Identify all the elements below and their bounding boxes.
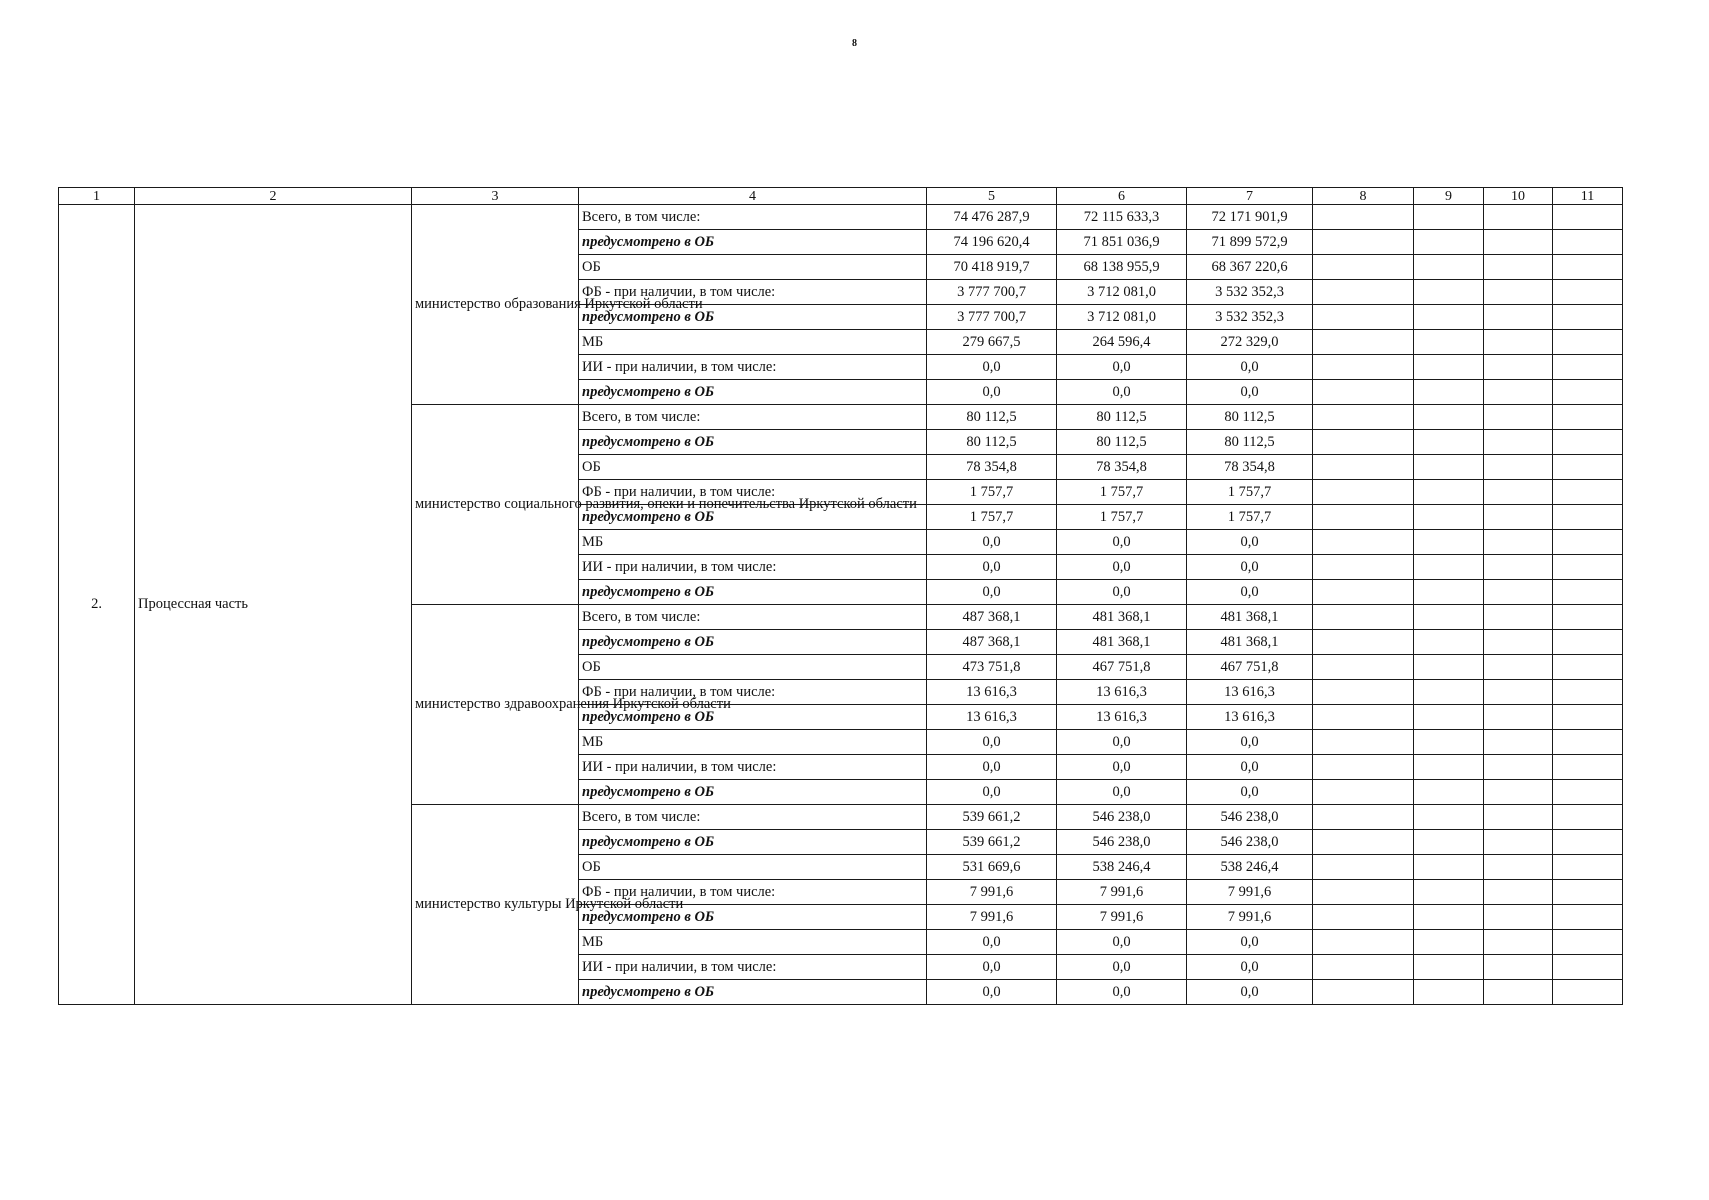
empty-cell (1553, 880, 1623, 905)
empty-cell (1313, 355, 1414, 380)
row-label: ФБ - при наличии, в том числе: (579, 680, 927, 705)
item-number: 2. (59, 205, 135, 1005)
value-cell: 0,0 (1187, 380, 1313, 405)
empty-cell (1414, 455, 1484, 480)
empty-cell (1553, 855, 1623, 880)
empty-cell (1484, 230, 1553, 255)
value-cell: 72 115 633,3 (1057, 205, 1187, 230)
row-label: предусмотрено в ОБ (579, 905, 927, 930)
column-header: 2 (135, 188, 412, 205)
empty-cell (1553, 555, 1623, 580)
empty-cell (1484, 655, 1553, 680)
empty-cell (1313, 330, 1414, 355)
empty-cell (1484, 955, 1553, 980)
value-cell: 0,0 (1187, 530, 1313, 555)
value-cell: 0,0 (927, 955, 1057, 980)
value-cell: 68 138 955,9 (1057, 255, 1187, 280)
row-label: МБ (579, 530, 927, 555)
table-row (59, 205, 1623, 230)
budget-table (58, 187, 1623, 1005)
row-label: МБ (579, 330, 927, 355)
value-cell: 3 777 700,7 (927, 280, 1057, 305)
empty-cell (1484, 930, 1553, 955)
value-cell: 539 661,2 (927, 805, 1057, 830)
empty-cell (1313, 955, 1414, 980)
value-cell: 546 238,0 (1057, 830, 1187, 855)
empty-cell (1414, 380, 1484, 405)
empty-cell (1313, 805, 1414, 830)
value-cell: 0,0 (927, 580, 1057, 605)
empty-cell (1313, 255, 1414, 280)
empty-cell (1313, 205, 1414, 230)
value-cell: 72 171 901,9 (1187, 205, 1313, 230)
value-cell: 0,0 (1057, 730, 1187, 755)
empty-cell (1313, 855, 1414, 880)
value-cell: 538 246,4 (1057, 855, 1187, 880)
column-header: 6 (1057, 188, 1187, 205)
row-label: ОБ (579, 255, 927, 280)
value-cell: 3 532 352,3 (1187, 305, 1313, 330)
value-cell: 13 616,3 (927, 680, 1057, 705)
empty-cell (1414, 780, 1484, 805)
empty-cell (1414, 430, 1484, 455)
empty-cell (1484, 405, 1553, 430)
value-cell: 0,0 (927, 755, 1057, 780)
empty-cell (1484, 505, 1553, 530)
empty-cell (1313, 630, 1414, 655)
value-cell: 0,0 (1057, 580, 1187, 605)
empty-cell (1414, 280, 1484, 305)
empty-cell (1484, 355, 1553, 380)
value-cell: 473 751,8 (927, 655, 1057, 680)
column-header: 11 (1553, 188, 1623, 205)
empty-cell (1553, 480, 1623, 505)
empty-cell (1414, 630, 1484, 655)
page-number: 8 (852, 38, 857, 49)
value-cell: 0,0 (1187, 980, 1313, 1005)
empty-cell (1414, 530, 1484, 555)
empty-cell (1313, 280, 1414, 305)
value-cell: 7 991,6 (1187, 905, 1313, 930)
item-name: Процессная часть (135, 205, 412, 1005)
empty-cell (1313, 380, 1414, 405)
empty-cell (1484, 705, 1553, 730)
empty-cell (1313, 730, 1414, 755)
value-cell: 7 991,6 (1187, 880, 1313, 905)
empty-cell (1553, 205, 1623, 230)
empty-cell (1484, 855, 1553, 880)
value-cell: 467 751,8 (1187, 655, 1313, 680)
row-label: Всего, в том числе: (579, 205, 927, 230)
row-label: ФБ - при наличии, в том числе: (579, 480, 927, 505)
empty-cell (1313, 230, 1414, 255)
row-label: ФБ - при наличии, в том числе: (579, 880, 927, 905)
value-cell: 0,0 (1187, 730, 1313, 755)
value-cell: 0,0 (1057, 955, 1187, 980)
empty-cell (1313, 705, 1414, 730)
empty-cell (1313, 905, 1414, 930)
value-cell: 74 476 287,9 (927, 205, 1057, 230)
empty-cell (1414, 730, 1484, 755)
column-header: 9 (1414, 188, 1484, 205)
column-header: 1 (59, 188, 135, 205)
value-cell: 1 757,7 (1187, 480, 1313, 505)
row-label: предусмотрено в ОБ (579, 705, 927, 730)
empty-cell (1553, 905, 1623, 930)
empty-cell (1484, 330, 1553, 355)
empty-cell (1313, 555, 1414, 580)
value-cell: 1 757,7 (1057, 505, 1187, 530)
empty-cell (1414, 505, 1484, 530)
empty-cell (1484, 430, 1553, 455)
value-cell: 13 616,3 (1187, 680, 1313, 705)
row-label: предусмотрено в ОБ (579, 380, 927, 405)
empty-cell (1553, 305, 1623, 330)
empty-cell (1484, 605, 1553, 630)
value-cell: 3 712 081,0 (1057, 305, 1187, 330)
value-cell: 487 368,1 (927, 605, 1057, 630)
empty-cell (1313, 480, 1414, 505)
empty-cell (1484, 255, 1553, 280)
value-cell: 13 616,3 (1057, 680, 1187, 705)
empty-cell (1313, 430, 1414, 455)
value-cell: 0,0 (1057, 755, 1187, 780)
value-cell: 546 238,0 (1187, 830, 1313, 855)
empty-cell (1553, 730, 1623, 755)
value-cell: 0,0 (1057, 930, 1187, 955)
empty-cell (1553, 255, 1623, 280)
empty-cell (1553, 280, 1623, 305)
value-cell: 78 354,8 (1187, 455, 1313, 480)
value-cell: 481 368,1 (1057, 605, 1187, 630)
row-label: предусмотрено в ОБ (579, 980, 927, 1005)
value-cell: 3 532 352,3 (1187, 280, 1313, 305)
value-cell: 1 757,7 (1057, 480, 1187, 505)
value-cell: 7 991,6 (1057, 905, 1187, 930)
value-cell: 279 667,5 (927, 330, 1057, 355)
value-cell: 0,0 (1057, 980, 1187, 1005)
empty-cell (1414, 305, 1484, 330)
row-label: Всего, в том числе: (579, 605, 927, 630)
column-header: 3 (412, 188, 579, 205)
empty-cell (1553, 930, 1623, 955)
empty-cell (1484, 455, 1553, 480)
empty-cell (1484, 905, 1553, 930)
value-cell: 546 238,0 (1187, 805, 1313, 830)
value-cell: 0,0 (1057, 380, 1187, 405)
empty-cell (1553, 580, 1623, 605)
empty-cell (1313, 880, 1414, 905)
value-cell: 0,0 (1187, 755, 1313, 780)
empty-cell (1553, 405, 1623, 430)
row-label: предусмотрено в ОБ (579, 430, 927, 455)
empty-cell (1553, 505, 1623, 530)
value-cell: 80 112,5 (1187, 405, 1313, 430)
row-label: ИИ - при наличии, в том числе: (579, 755, 927, 780)
table-body (59, 188, 1623, 1005)
empty-cell (1553, 980, 1623, 1005)
value-cell: 7 991,6 (927, 880, 1057, 905)
value-cell: 546 238,0 (1057, 805, 1187, 830)
empty-cell (1553, 630, 1623, 655)
row-label: предусмотрено в ОБ (579, 630, 927, 655)
empty-cell (1313, 305, 1414, 330)
organization-name: министерство культуры Иркутской области (412, 805, 579, 1005)
value-cell: 0,0 (927, 555, 1057, 580)
row-label: МБ (579, 730, 927, 755)
value-cell: 0,0 (927, 380, 1057, 405)
empty-cell (1414, 555, 1484, 580)
row-label: предусмотрено в ОБ (579, 305, 927, 330)
value-cell: 481 368,1 (1187, 605, 1313, 630)
value-cell: 0,0 (927, 730, 1057, 755)
value-cell: 80 112,5 (1057, 405, 1187, 430)
row-label: ИИ - при наличии, в том числе: (579, 955, 927, 980)
empty-cell (1484, 980, 1553, 1005)
empty-cell (1414, 830, 1484, 855)
empty-cell (1414, 655, 1484, 680)
empty-cell (1414, 855, 1484, 880)
empty-cell (1313, 605, 1414, 630)
empty-cell (1553, 655, 1623, 680)
empty-cell (1414, 880, 1484, 905)
value-cell: 0,0 (1057, 780, 1187, 805)
column-header: 8 (1313, 188, 1414, 205)
value-cell: 3 777 700,7 (927, 305, 1057, 330)
value-cell: 0,0 (1187, 580, 1313, 605)
value-cell: 74 196 620,4 (927, 230, 1057, 255)
value-cell: 0,0 (1187, 355, 1313, 380)
value-cell: 80 112,5 (1057, 430, 1187, 455)
row-label: предусмотрено в ОБ (579, 830, 927, 855)
empty-cell (1553, 230, 1623, 255)
value-cell: 538 246,4 (1187, 855, 1313, 880)
empty-cell (1313, 530, 1414, 555)
empty-cell (1414, 580, 1484, 605)
empty-cell (1484, 305, 1553, 330)
value-cell: 539 661,2 (927, 830, 1057, 855)
empty-cell (1553, 455, 1623, 480)
value-cell: 272 329,0 (1187, 330, 1313, 355)
empty-cell (1484, 780, 1553, 805)
empty-cell (1414, 230, 1484, 255)
row-label: ФБ - при наличии, в том числе: (579, 280, 927, 305)
empty-cell (1313, 755, 1414, 780)
value-cell: 71 899 572,9 (1187, 230, 1313, 255)
row-label: предусмотрено в ОБ (579, 580, 927, 605)
empty-cell (1553, 755, 1623, 780)
empty-cell (1553, 380, 1623, 405)
empty-cell (1414, 405, 1484, 430)
row-label: ОБ (579, 855, 927, 880)
empty-cell (1553, 355, 1623, 380)
organization-name: министерство здравоохранения Иркутской области (412, 605, 579, 805)
empty-cell (1484, 280, 1553, 305)
empty-cell (1414, 805, 1484, 830)
row-label: ОБ (579, 455, 927, 480)
empty-cell (1484, 730, 1553, 755)
empty-cell (1484, 755, 1553, 780)
empty-cell (1414, 705, 1484, 730)
row-label: ИИ - при наличии, в том числе: (579, 355, 927, 380)
empty-cell (1313, 505, 1414, 530)
value-cell: 481 368,1 (1057, 630, 1187, 655)
empty-cell (1553, 680, 1623, 705)
empty-cell (1313, 405, 1414, 430)
value-cell: 264 596,4 (1057, 330, 1187, 355)
empty-cell (1414, 480, 1484, 505)
value-cell: 7 991,6 (1057, 880, 1187, 905)
empty-cell (1484, 480, 1553, 505)
empty-cell (1414, 930, 1484, 955)
empty-cell (1313, 455, 1414, 480)
value-cell: 68 367 220,6 (1187, 255, 1313, 280)
value-cell: 1 757,7 (927, 505, 1057, 530)
empty-cell (1414, 355, 1484, 380)
row-label: ИИ - при наличии, в том числе: (579, 555, 927, 580)
row-label: Всего, в том числе: (579, 805, 927, 830)
value-cell: 1 757,7 (1187, 505, 1313, 530)
value-cell: 78 354,8 (1057, 455, 1187, 480)
value-cell: 1 757,7 (927, 480, 1057, 505)
empty-cell (1484, 580, 1553, 605)
value-cell: 0,0 (1187, 955, 1313, 980)
value-cell: 0,0 (1187, 555, 1313, 580)
row-label: предусмотрено в ОБ (579, 780, 927, 805)
empty-cell (1414, 205, 1484, 230)
row-label: МБ (579, 930, 927, 955)
empty-cell (1313, 780, 1414, 805)
empty-cell (1414, 605, 1484, 630)
value-cell: 0,0 (927, 780, 1057, 805)
value-cell: 70 418 919,7 (927, 255, 1057, 280)
value-cell: 0,0 (1057, 355, 1187, 380)
column-header: 7 (1187, 188, 1313, 205)
value-cell: 0,0 (927, 530, 1057, 555)
value-cell: 78 354,8 (927, 455, 1057, 480)
empty-cell (1414, 330, 1484, 355)
column-number-row (59, 188, 1623, 205)
value-cell: 0,0 (927, 980, 1057, 1005)
value-cell: 7 991,6 (927, 905, 1057, 930)
column-header: 4 (579, 188, 927, 205)
organization-name: министерство образования Иркутской области (412, 205, 579, 405)
empty-cell (1414, 905, 1484, 930)
empty-cell (1414, 680, 1484, 705)
empty-cell (1484, 805, 1553, 830)
empty-cell (1553, 805, 1623, 830)
value-cell: 0,0 (1057, 555, 1187, 580)
row-label: предусмотрено в ОБ (579, 230, 927, 255)
empty-cell (1484, 205, 1553, 230)
empty-cell (1553, 605, 1623, 630)
value-cell: 13 616,3 (1057, 705, 1187, 730)
empty-cell (1313, 830, 1414, 855)
empty-cell (1313, 580, 1414, 605)
empty-cell (1313, 655, 1414, 680)
organization-name: министерство социального развития, опеки и попечительства Иркутской области (412, 405, 579, 605)
value-cell: 467 751,8 (1057, 655, 1187, 680)
value-cell: 13 616,3 (1187, 705, 1313, 730)
empty-cell (1484, 380, 1553, 405)
value-cell: 487 368,1 (927, 630, 1057, 655)
value-cell: 0,0 (927, 355, 1057, 380)
value-cell: 13 616,3 (927, 705, 1057, 730)
empty-cell (1484, 680, 1553, 705)
value-cell: 3 712 081,0 (1057, 280, 1187, 305)
empty-cell (1553, 830, 1623, 855)
empty-cell (1553, 330, 1623, 355)
empty-cell (1553, 430, 1623, 455)
empty-cell (1484, 880, 1553, 905)
value-cell: 531 669,6 (927, 855, 1057, 880)
empty-cell (1484, 830, 1553, 855)
value-cell: 80 112,5 (927, 430, 1057, 455)
empty-cell (1553, 705, 1623, 730)
empty-cell (1484, 530, 1553, 555)
column-header: 10 (1484, 188, 1553, 205)
empty-cell (1553, 780, 1623, 805)
empty-cell (1414, 255, 1484, 280)
empty-cell (1313, 680, 1414, 705)
value-cell: 80 112,5 (1187, 430, 1313, 455)
value-cell: 71 851 036,9 (1057, 230, 1187, 255)
row-label: предусмотрено в ОБ (579, 505, 927, 530)
value-cell: 0,0 (927, 930, 1057, 955)
row-label: Всего, в том числе: (579, 405, 927, 430)
empty-cell (1414, 755, 1484, 780)
empty-cell (1313, 930, 1414, 955)
value-cell: 0,0 (1057, 530, 1187, 555)
value-cell: 481 368,1 (1187, 630, 1313, 655)
empty-cell (1553, 530, 1623, 555)
value-cell: 80 112,5 (927, 405, 1057, 430)
empty-cell (1484, 555, 1553, 580)
empty-cell (1553, 955, 1623, 980)
value-cell: 0,0 (1187, 780, 1313, 805)
row-label: ОБ (579, 655, 927, 680)
empty-cell (1414, 980, 1484, 1005)
empty-cell (1313, 980, 1414, 1005)
empty-cell (1414, 955, 1484, 980)
column-header: 5 (927, 188, 1057, 205)
empty-cell (1484, 630, 1553, 655)
value-cell: 0,0 (1187, 930, 1313, 955)
